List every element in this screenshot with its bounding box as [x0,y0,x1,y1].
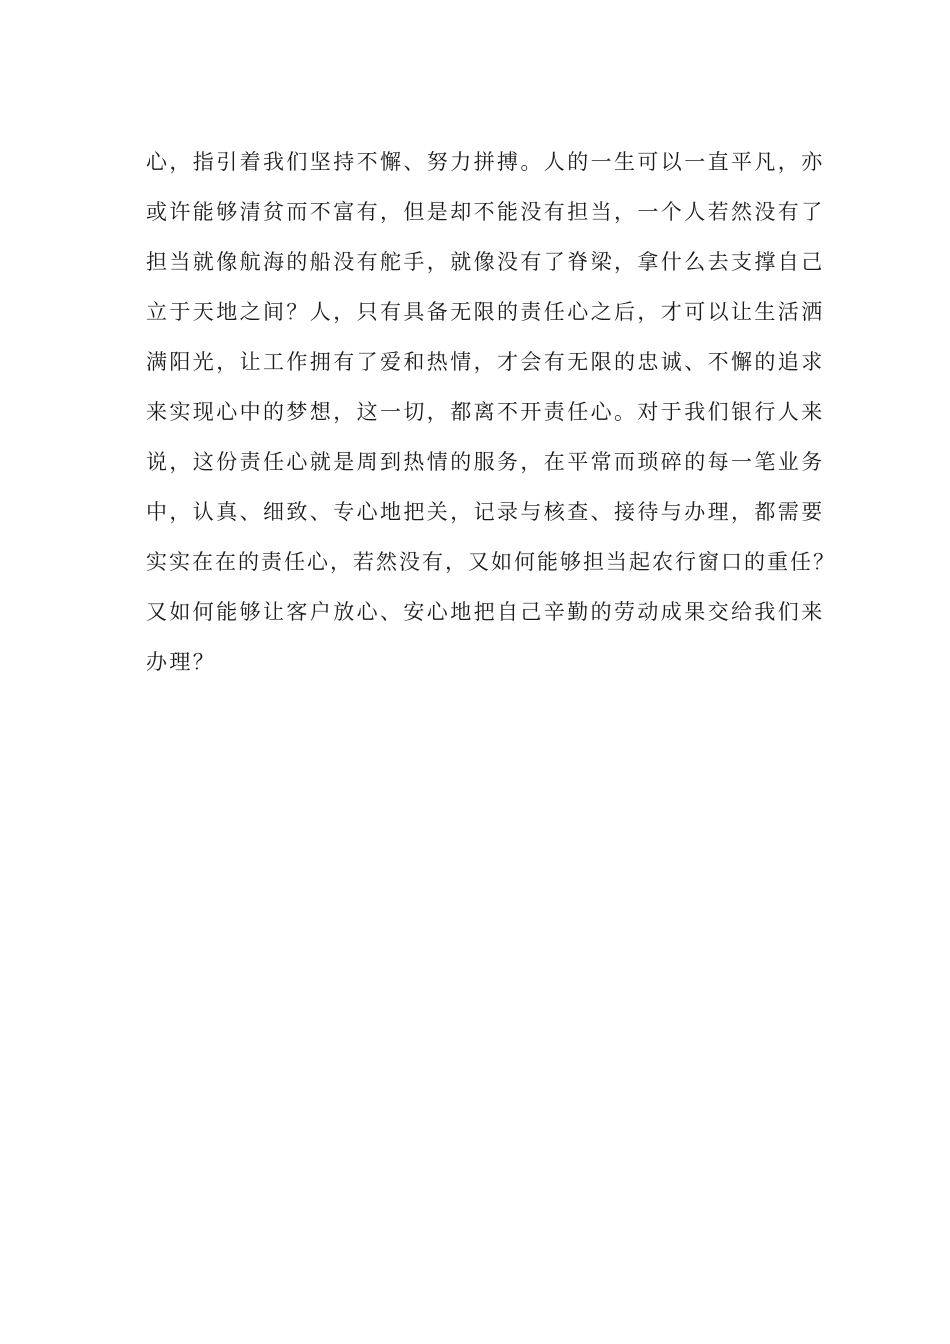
text-line: 说，这份责任心就是周到热情的服务，在平常而琐碎的每一笔业务 [146,450,825,474]
text-line: 来实现心中的梦想，这一切，都离不开责任心。对于我们银行人来 [146,400,825,424]
text-line: 或许能够清贫而不富有，但是却不能没有担当，一个人若然没有了 [146,200,825,224]
text-line: 担当就像航海的船没有舵手，就像没有了脊梁，拿什么去支撑自己 [146,250,825,274]
body-paragraph [146,137,836,687]
text-line: 办理？ [146,650,217,674]
text-line: 实实在在的责任心，若然没有，又如何能够担当起农行窗口的重任？ [146,550,836,574]
text-line: 心，指引着我们坚持不懈、努力拼搏。人的一生可以一直平凡，亦 [146,150,825,174]
text-line: 中，认真、细致、专心地把关，记录与核查、接待与办理，都需要 [146,500,825,524]
text-line: 满阳光，让工作拥有了爱和热情，才会有无限的忠诚、不懈的追求 [146,350,825,374]
text-line: 立于天地之间？人，只有具备无限的责任心之后，才可以让生活洒 [146,300,825,324]
text-line: 又如何能够让客户放心、安心地把自己辛勤的劳动成果交给我们来 [146,600,825,624]
